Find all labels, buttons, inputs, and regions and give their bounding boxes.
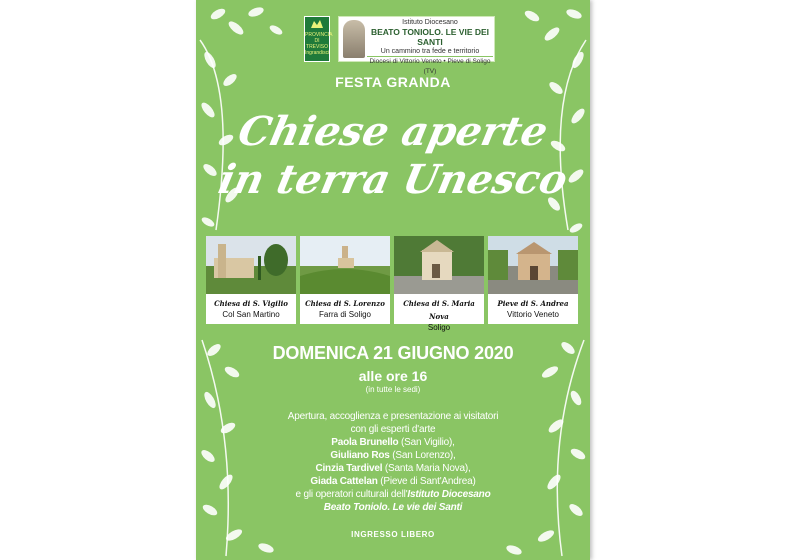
expert-site: (Santa Maria Nova), xyxy=(384,463,471,474)
institute-diocese: Diocesi di Vittorio Veneto • Pieve di Soligo (TV) xyxy=(369,58,491,75)
event-description xyxy=(256,410,530,514)
expert-line xyxy=(256,436,530,449)
church-card xyxy=(300,236,390,324)
expert-name: Paola Brunello xyxy=(331,437,399,448)
institute-line1: Istituto Diocesano xyxy=(402,19,458,26)
institute-tagline: Un cammino tra fede e territorio xyxy=(367,47,493,57)
church-name: Pieve di S. Andrea xyxy=(497,299,569,308)
church-photo xyxy=(206,236,296,294)
event-time-note: (in tutte le sedi) xyxy=(365,385,421,394)
church-photo xyxy=(300,236,390,294)
church-place: Col San Martino xyxy=(222,310,280,319)
church-card xyxy=(488,236,578,324)
institute-logo xyxy=(338,16,495,75)
province-logo xyxy=(304,16,333,62)
province-logo-text: PROVINCIA DI TREVISO xyxy=(305,32,333,50)
church-name: Chiesa di S. Vigilio xyxy=(214,299,288,308)
festa-heading: FESTA GRANDA xyxy=(335,74,451,90)
church-place: Soligo xyxy=(427,323,451,332)
toniolo-portrait xyxy=(343,20,365,58)
church-card xyxy=(394,236,484,332)
expert-name: Cinzia Tardivel xyxy=(315,463,383,474)
event-poster xyxy=(196,0,590,560)
description-intro1: Apertura, accoglienza e presentazione ai visitatori xyxy=(287,411,499,422)
event-time: alle ore 16 xyxy=(358,368,428,384)
expert-site: (San Vigilio), xyxy=(401,437,455,448)
title-line2: in terra Unesco xyxy=(214,156,572,203)
expert-site: (Pieve di Sant'Andrea) xyxy=(380,476,476,487)
expert-line xyxy=(256,462,530,475)
church-place: Vittorio Veneto xyxy=(507,310,559,319)
church-photo xyxy=(488,236,578,294)
church-photo xyxy=(394,236,484,294)
expert-name: Giada Cattelan xyxy=(310,476,378,487)
expert-site: (San Lorenzo), xyxy=(392,450,456,461)
church-name: Chiesa di S. Lorenzo xyxy=(305,299,385,308)
institute-reference-2: Beato Toniolo. Le vie dei Santi xyxy=(323,502,463,513)
church-name: Chiesa di S. Maria Nova xyxy=(403,299,475,321)
expert-name: Giuliano Ros xyxy=(330,450,390,461)
church-place: Farra di Soligo xyxy=(318,310,372,319)
event-date: DOMENICA 21 GIUGNO 2020 xyxy=(272,343,514,363)
free-entry-label: INGRESSO LIBERO xyxy=(351,530,435,539)
description-outro: e gli operatori culturali dell' xyxy=(295,489,408,500)
description-intro2: con gli esperti d'arte xyxy=(350,424,436,435)
expert-line xyxy=(256,475,530,488)
title-line1: Chiese aperte xyxy=(234,108,552,155)
institute-reference-1: Istituto Diocesano xyxy=(407,489,491,500)
church-gallery xyxy=(206,236,580,332)
province-logo-sub: Ingrandisci xyxy=(305,50,330,56)
lion-emblem-icon xyxy=(310,19,324,29)
institute-name: BEATO TONIOLO. LE VIE DEI SANTI xyxy=(370,27,490,47)
expert-line xyxy=(256,449,530,462)
church-card xyxy=(206,236,296,324)
